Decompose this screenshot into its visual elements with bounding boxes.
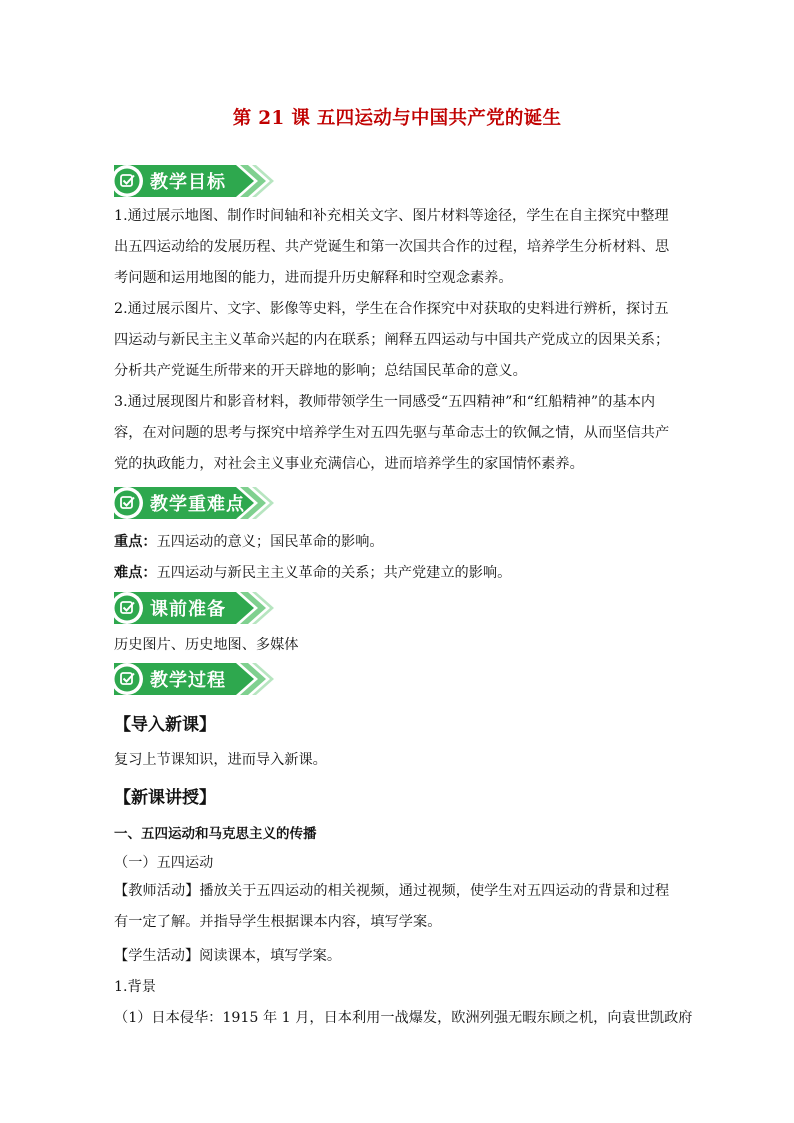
key-point-label: 重点： (114, 534, 157, 550)
section-title: 教学过程 (150, 670, 226, 691)
background-item-1: （1）日本侵华：1915 年 1 月，日本利用一战爆发，欧洲列强无暇东顾之机，向袁世凯政府 (114, 1010, 693, 1026)
section-header-keypoints (108, 484, 278, 522)
section-title: 教学重难点 (150, 494, 245, 515)
goal-paragraph-2: 2.通过展示图片、文字、影像等史料，学生在合作探究中对获取的史料进行辨析，探讨五四运动与新民主主义革命兴起的内在联系；阐释五四运动与中国共产党成立的因果关系；分析共产党诞生所带来的开天辟地的影响；总结国民革命的意义。 (114, 301, 670, 379)
intro-heading: 【导入新课】 (114, 715, 216, 735)
new-lesson-heading: 【新课讲授】 (114, 788, 216, 808)
key-point-text: 五四运动的意义；国民革命的影响。 (156, 534, 384, 550)
teacher-activity: 【教师活动】播放关于五四运动的相关视频，通过视频，使学生对五四运动的背景和过程有一定了解。并指导学生根据课本内容，填写学案。 (114, 883, 670, 930)
key-point-line (114, 531, 384, 551)
background-heading: 1.背景 (114, 979, 156, 995)
lesson-title: 第 21 课 五四运动与中国共产党的诞生 (232, 108, 562, 129)
section-title: 教学目标 (150, 172, 226, 193)
section-header-goals (108, 162, 278, 200)
part-heading: 一、五四运动和马克思主义的传播 (114, 826, 317, 842)
intro-text: 复习上节课知识，进而导入新课。 (114, 752, 327, 768)
difficult-point-label: 难点： (114, 565, 157, 581)
goal-paragraph-3: 3.通过展现图片和影音材料，教师带领学生一同感受“五四精神”和“红船精神”的基本内容，在对问题的思考与探究中培养学生对五四先驱与革命志士的钦佩之情，从而坚信共产党的执政能力，对社会主义事业充满信心，进而培养学生的家国情怀素养。 (114, 394, 670, 472)
difficult-point-text: 五四运动与新民主主义革命的关系；共产党建立的影响。 (156, 565, 512, 581)
section-header-process (108, 660, 278, 698)
goal-paragraph-1: 1.通过展示地图、制作时间轴和补充相关文字、图片材料等途径，学生在自主探究中整理出五四运动给的发展历程、共产党诞生和第一次国共合作的过程，培养学生分析材料、思考问题和运用地图的能力，进而提升历史解释和时空观念素养。 (114, 208, 670, 286)
section-header-prep (108, 589, 278, 627)
prep-materials: 历史图片、历史地图、多媒体 (114, 637, 299, 653)
section-title: 课前准备 (150, 599, 226, 620)
student-activity: 【学生活动】阅读课本，填写学案。 (114, 948, 342, 964)
difficult-point-line (114, 562, 511, 582)
sub-heading: （一）五四运动 (114, 855, 214, 871)
